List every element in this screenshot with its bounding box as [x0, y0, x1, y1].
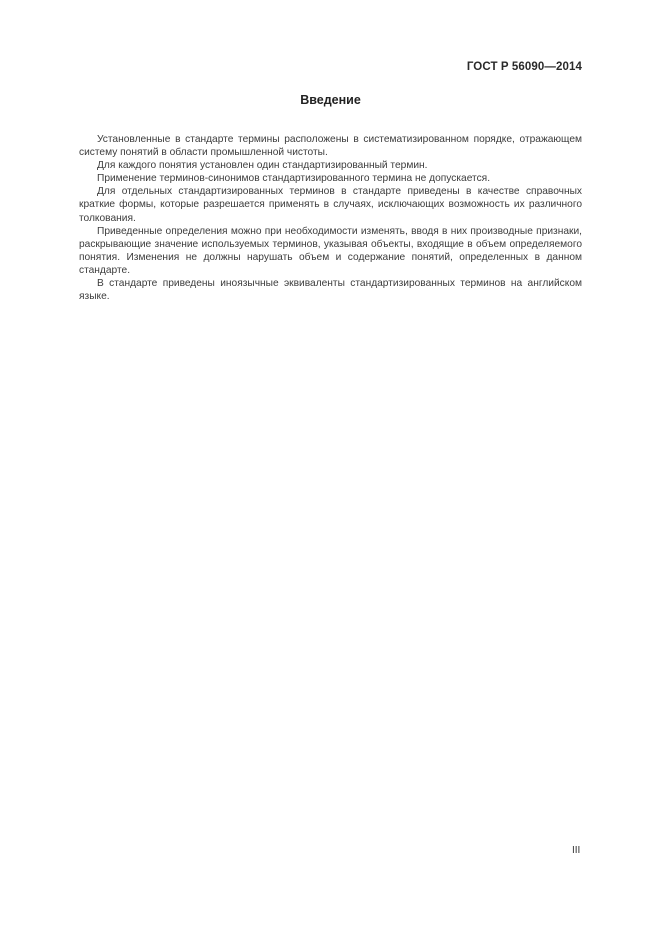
paragraph: Для каждого понятия установлен один стандартизированный термин.: [97, 160, 428, 172]
paragraph: Для отдельных стандартизированных терминов в стандарте приведены в качестве справочных краткие формы, которые разрешается применять в случаях, исключающих возможность их различного толкования.: [79, 186, 582, 224]
paragraph: Приведенные определения можно при необходимости изменять, вводя в них производные признаки, раскрывающие значение используемых терминов, указывая объекты, входящие в объем определяемого понятия. Изменения не должны нарушать объем и содержание понятий, определенных в данном стандарте.: [79, 225, 582, 276]
document-header-standard-number: ГОСТ Р 56090—2014: [466, 61, 582, 73]
section-title: Введение: [300, 93, 361, 107]
page-number: III: [572, 845, 581, 856]
paragraph: Установленные в стандарте термины расположены в систематизированном порядке, отражающем систему понятий в области промышленной чистоты.: [79, 134, 582, 159]
section-body: [79, 133, 582, 303]
paragraph: В стандарте приведены иноязычные эквиваленты стандартизированных терминов на английском языке.: [79, 278, 582, 303]
paragraph: Применение терминов-синонимов стандартизированного термина не допускается.: [97, 173, 491, 185]
